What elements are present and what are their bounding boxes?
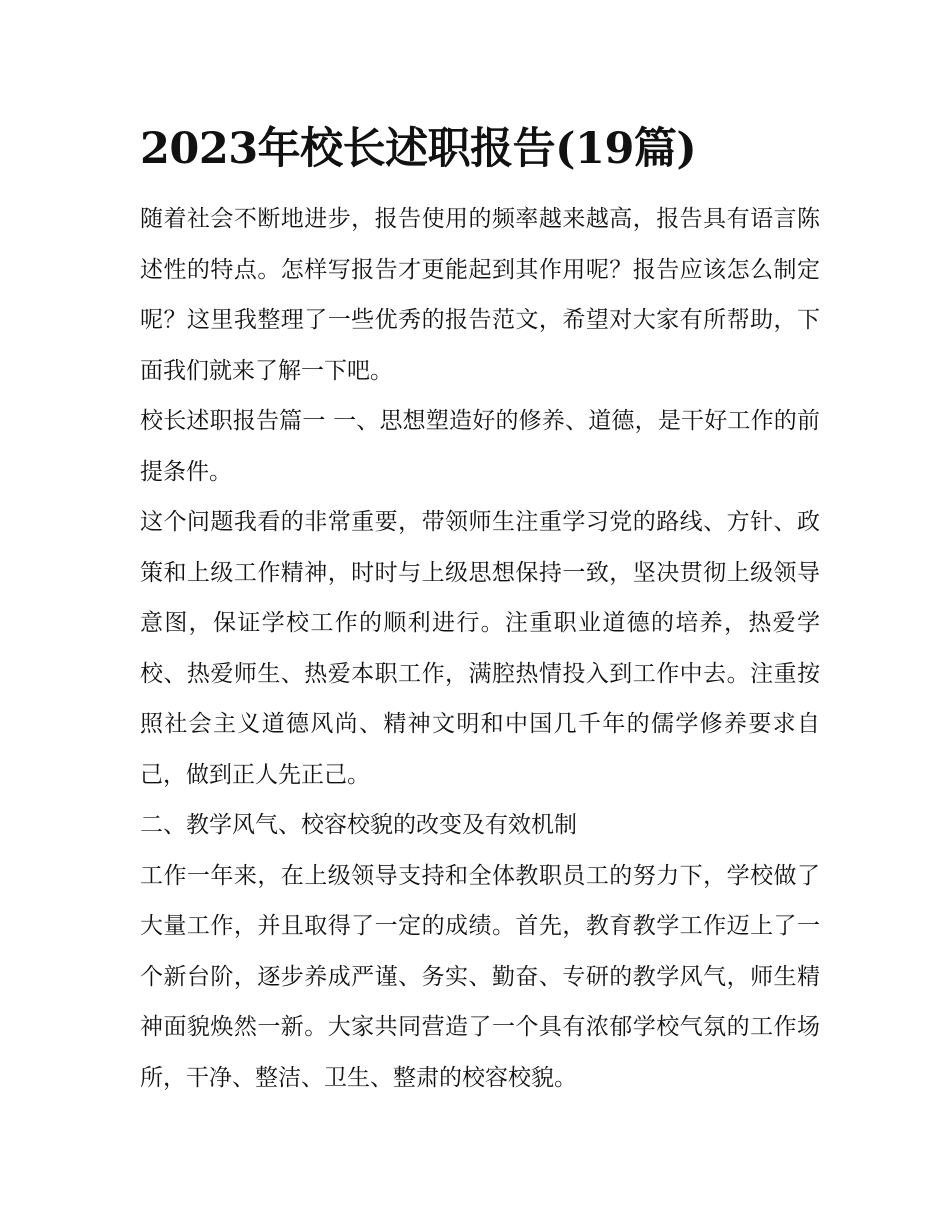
intro-paragraph: 随着社会不断地进步，报告使用的频率越来越高，报告具有语言陈述性的特点。怎样写报告才更能起到其作用呢？报告应该怎么制定呢？这里我整理了一些优秀的报告范文，希望对大家有所帮助，下面我们就来了解一下吧。 [140, 206, 820, 384]
document-body [140, 118, 820, 1103]
document-title: 2023年校长述职报告(19篇) [140, 124, 697, 174]
section-one-heading-paragraph: 校长述职报告篇一 一、思想塑造好的修养、道德，是干好工作的前提条件。 [140, 408, 820, 485]
section-two-body-paragraph: 工作一年来，在上级领导支持和全体教职员工的努力下，学校做了大量工作，并且取得了一定的成绩。首先，教育教学工作迈上了一个新台阶，逐步养成严谨、务实、勤奋、专研的教学风气，师生精神面貌焕然一新。大家共同营造了一个具有浓郁学校气氛的工作场所，干净、整洁、卫生、整肃的校容校貌。 [140, 862, 820, 1091]
section-two-heading: 二、教学风气、校容校貌的改变及有效机制 [140, 812, 577, 838]
section-one-body-paragraph: 这个问题我看的非常重要，带领师生注重学习党的路线、方针、政策和上级工作精神，时时与上级思想保持一致，坚决贯彻上级领导意图，保证学校工作的顺利进行。注重职业道德的培养，热爱学校、热爱师生、热爱本职工作，满腔热情投入到工作中去。注重按照社会主义道德风尚、精神文明和中国几千年的儒学修养要求自己，做到正人先正己。 [140, 509, 820, 788]
